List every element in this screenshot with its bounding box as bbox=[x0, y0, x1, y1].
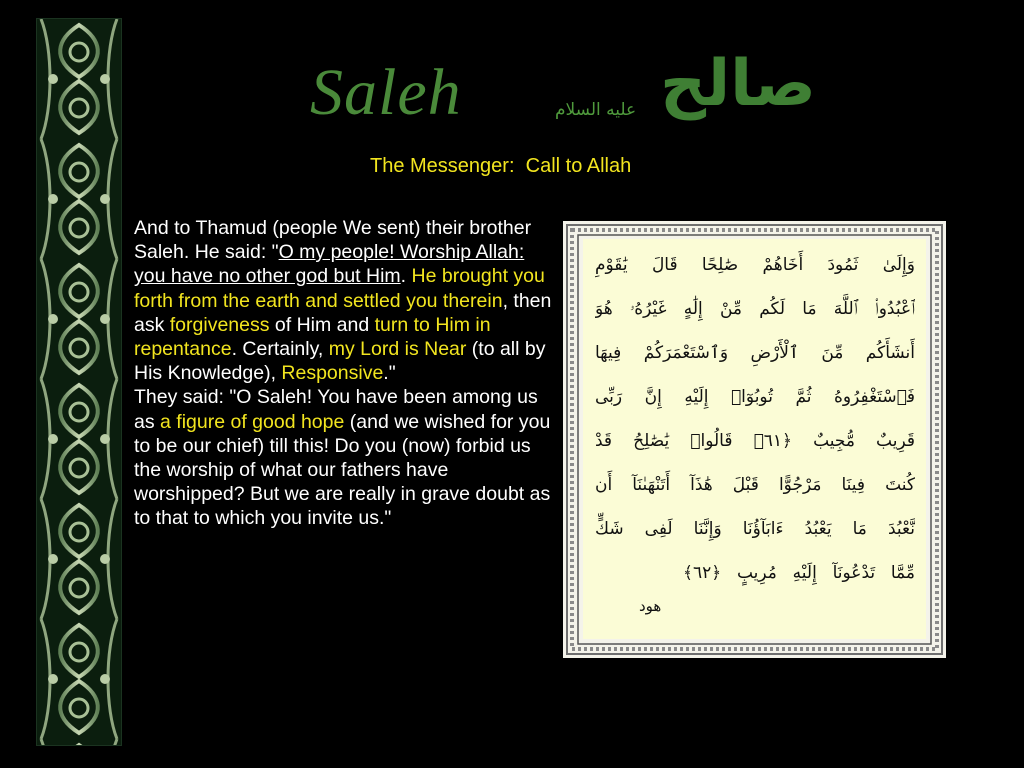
highlight-text: Responsive bbox=[281, 362, 384, 385]
quran-verses bbox=[583, 239, 926, 639]
highlight-text: He brought you forth from the earth and settled you therein bbox=[134, 265, 545, 312]
underlined-quote: O my people! Worship Allah: you have no other god but Him bbox=[134, 241, 525, 288]
verse-line: نَّعْبُدَ مَا يَعْبُدُ ءَابَآؤُنَا وَإِنَّنَا لَفِى شَكٍّ bbox=[595, 519, 915, 539]
text-segment: And to Thamud (people We sent) their brother Saleh. He said: " bbox=[134, 217, 532, 264]
text-segment: . bbox=[400, 265, 412, 288]
text-segment: (to all by His Knowledge), bbox=[134, 338, 546, 385]
verse-line: كُنتَ فِينَا مَرْجُوًّا قَبْلَ هَٰذَآ أَتَنْهَىٰنَآ أَن bbox=[595, 475, 915, 495]
verse-line: أَنشَأَكُم مِّنَ ٱلْأَرْضِ وَٱسْتَعْمَرَكُمْ فِيهَا bbox=[595, 343, 915, 363]
verse-line: ٱعْبُدُوا۟ ٱللَّهَ مَا لَكُم مِّنْ إِلَٰهٍ غَيْرُهُۥ هُوَ bbox=[595, 299, 915, 319]
text-segment: They said: "O Saleh! You have been among us as bbox=[134, 386, 538, 433]
body-text bbox=[134, 216, 552, 531]
verse-line: قَرِيبٌ مُّجِيبٌ ﴿٦١﴾ قَالُوا۟ يَٰصَٰلِحُ قَدْ bbox=[595, 431, 915, 451]
verse-line: مِّمَّا تَدْعُونَآ إِلَيْهِ مُرِيبٍ ﴿٦٢﴾ bbox=[683, 563, 915, 583]
text-segment: . Certainly, bbox=[231, 338, 329, 361]
text-segment: (and we wished for you to be our chief) till this! Do you (now) forbid us the worship of what our fathers have worshipped? But we are really in grave doubt as to that to which you invite us." bbox=[134, 410, 551, 530]
highlight-text: turn to Him in repentance bbox=[134, 313, 491, 361]
highlight-text: a figure of good hope bbox=[160, 410, 345, 433]
highlight-text: my Lord is Near bbox=[328, 338, 467, 361]
subtitle: The Messenger: Call to Allah bbox=[370, 155, 632, 177]
title-arabic-saleh: صالح bbox=[659, 47, 816, 121]
verse-line: فَٱسْتَغْفِرُوهُ ثُمَّ تُوبُوٓا۟ إِلَيْهِ إِنَّ رَبِّى bbox=[595, 387, 915, 407]
ornamental-border bbox=[36, 18, 122, 746]
surah-name-label: هود bbox=[639, 597, 662, 615]
text-segment: ." bbox=[383, 362, 396, 385]
title-saleh: Saleh bbox=[310, 56, 462, 129]
highlight-text: forgiveness bbox=[169, 313, 270, 336]
verse-line: وَإِلَىٰ ثَمُودَ أَخَاهُمْ صَٰلِحًا قَالَ يَٰقَوْمِ bbox=[595, 255, 915, 275]
quran-page-image bbox=[563, 221, 946, 658]
text-segment: of Him and bbox=[269, 313, 375, 336]
title-honorific: عليه السلام bbox=[555, 100, 637, 120]
text-segment: , then ask bbox=[134, 289, 552, 336]
